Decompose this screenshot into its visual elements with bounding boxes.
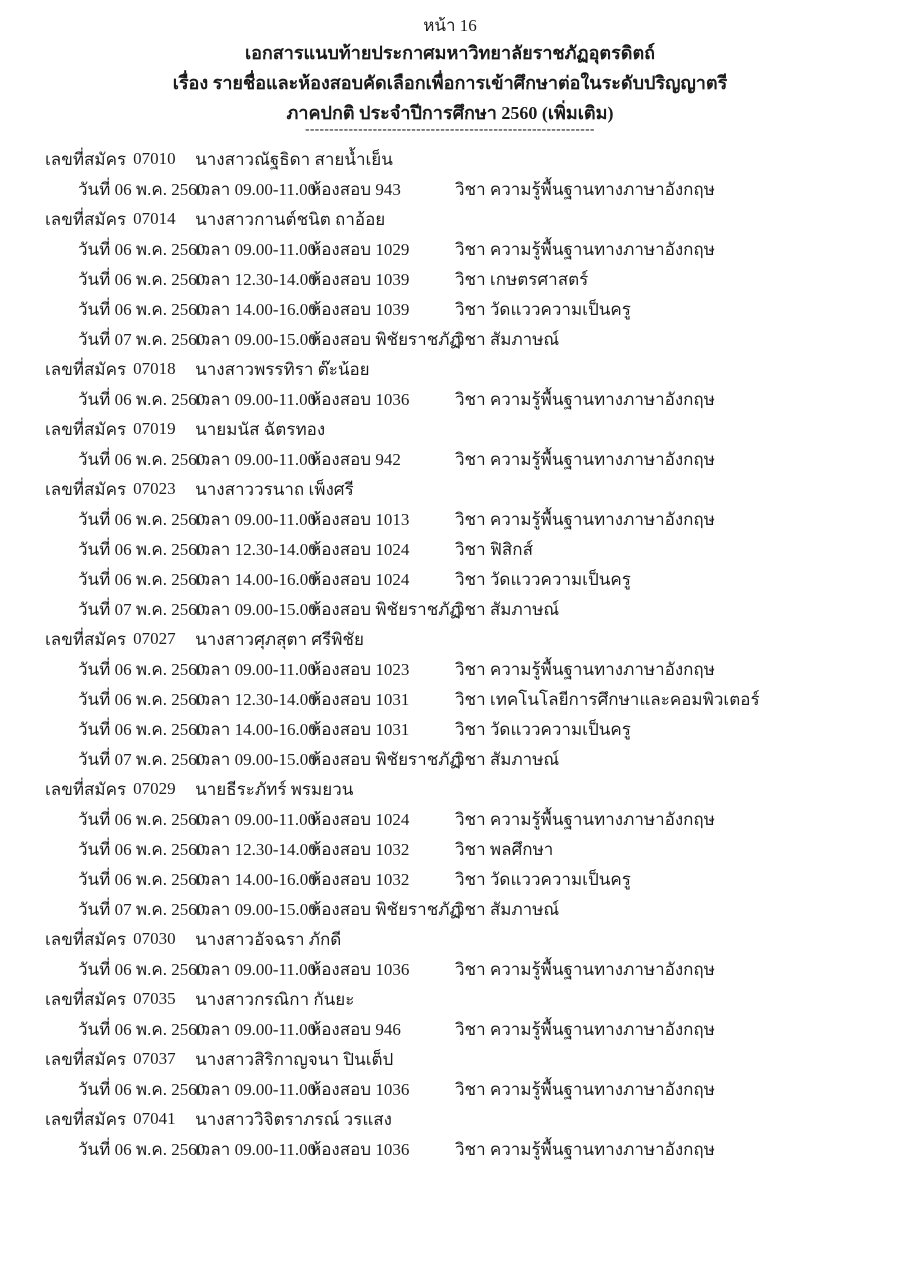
applicant-entry: [0, 774, 900, 924]
exam-line: [0, 744, 900, 774]
applicant-entry: [0, 984, 900, 1044]
exam-date: วันที่ 06 พ.ค. 2560: [78, 659, 206, 679]
exam-room: ห้องสอบ 1024: [310, 809, 410, 829]
applicant-header-line: [0, 1044, 900, 1074]
exam-date: วันที่ 06 พ.ค. 2560: [78, 389, 206, 409]
applicant-name: นางสาวสิริกาญจนา ปินเต็ป: [195, 1049, 394, 1069]
exam-date: วันที่ 06 พ.ค. 2560: [78, 719, 206, 739]
exam-line: [0, 654, 900, 684]
exam-line: [0, 714, 900, 744]
exam-line: [0, 234, 900, 264]
applicant-name: นายธีระภัทร์ พรมยวน: [195, 779, 354, 799]
exam-line: [0, 264, 900, 294]
exam-time: เวลา 09.00-11.00: [195, 1019, 317, 1039]
exam-line: [0, 894, 900, 924]
document-title: เอกสารแนบท้ายประกาศมหาวิทยาลัยราชภัฏอุตรดิตถ์: [244, 43, 656, 63]
applicant-no: 07019: [133, 419, 176, 438]
applicant-no-label: เลขที่สมัคร: [45, 989, 127, 1009]
exam-room: ห้องสอบ 1023: [310, 659, 410, 679]
applicant-entry: [0, 624, 900, 774]
applicant-no: 07041: [133, 1109, 176, 1128]
exam-date: วันที่ 06 พ.ค. 2560: [78, 509, 206, 529]
exam-time: เวลา 09.00-11.00: [195, 959, 317, 979]
page-number: หน้า 16: [423, 16, 477, 35]
exam-room: ห้องสอบ 1032: [310, 839, 410, 859]
applicant-no-label: เลขที่สมัคร: [45, 149, 127, 169]
exam-room: ห้องสอบ พิชัยราชภัฏ: [310, 599, 461, 619]
exam-subject: วิชา สัมภาษณ์: [455, 599, 560, 619]
exam-line: [0, 684, 900, 714]
exam-room: ห้องสอบ 1036: [310, 1079, 410, 1099]
exam-room: ห้องสอบ 1024: [310, 569, 410, 589]
dashed-divider: ------------------------------------------------------------: [305, 124, 595, 134]
applicant-name: นางสาวกรณิกา กันยะ: [195, 989, 355, 1009]
exam-date: วันที่ 06 พ.ค. 2560: [78, 569, 206, 589]
exam-room: ห้องสอบ พิชัยราชภัฏ: [310, 749, 461, 769]
exam-line: [0, 834, 900, 864]
applicant-name: นางสาวณัฐธิดา สายน้ำเย็น: [195, 149, 393, 169]
exam-subject: วิชา วัดแววความเป็นครู: [455, 719, 631, 739]
exam-room: ห้องสอบ 943: [310, 179, 401, 199]
exam-line: [0, 804, 900, 834]
exam-subject: วิชา ความรู้พื้นฐานทางภาษาอังกฤษ: [455, 1019, 715, 1039]
applicant-list: [0, 144, 900, 1164]
exam-time: เวลา 09.00-11.00: [195, 1079, 317, 1099]
document-subject: เรื่อง รายชื่อและห้องสอบคัดเลือกเพื่อการเข้าศึกษาต่อในระดับปริญญาตรี: [172, 73, 728, 93]
exam-subject: วิชา พลศึกษา: [455, 839, 554, 859]
exam-date: วันที่ 06 พ.ค. 2560: [78, 269, 206, 289]
exam-subject: วิชา วัดแววความเป็นครู: [455, 299, 631, 319]
exam-time: เวลา 14.00-16.00: [195, 569, 317, 589]
document-term: ภาคปกติ ประจำปีการศึกษา 2560 (เพิ่มเติม): [286, 103, 614, 123]
exam-room: ห้องสอบ 1013: [310, 509, 410, 529]
applicant-header-line: [0, 924, 900, 954]
exam-line: [0, 294, 900, 324]
exam-date: วันที่ 06 พ.ค. 2560: [78, 1139, 206, 1159]
exam-date: วันที่ 07 พ.ค. 2560: [78, 329, 206, 349]
exam-line: [0, 1014, 900, 1044]
exam-line: [0, 174, 900, 204]
applicant-no-label: เลขที่สมัคร: [45, 929, 127, 949]
exam-time: เวลา 09.00-15.00: [195, 899, 317, 919]
exam-time: เวลา 09.00-11.00: [195, 449, 317, 469]
exam-subject: วิชา ความรู้พื้นฐานทางภาษาอังกฤษ: [455, 509, 715, 529]
exam-subject: วิชา วัดแววความเป็นครู: [455, 569, 631, 589]
exam-time: เวลา 09.00-11.00: [195, 509, 317, 529]
exam-date: วันที่ 06 พ.ค. 2560: [78, 299, 206, 319]
exam-subject: วิชา สัมภาษณ์: [455, 899, 560, 919]
exam-subject: วิชา เกษตรศาสตร์: [455, 269, 589, 289]
exam-room: ห้องสอบ 946: [310, 1019, 401, 1039]
applicant-no-label: เลขที่สมัคร: [45, 629, 127, 649]
applicant-entry: [0, 204, 900, 354]
exam-subject: วิชา ความรู้พื้นฐานทางภาษาอังกฤษ: [455, 179, 715, 199]
exam-line: [0, 954, 900, 984]
exam-time: เวลา 14.00-16.00: [195, 719, 317, 739]
applicant-no: 07037: [133, 1049, 176, 1068]
exam-line: [0, 444, 900, 474]
exam-subject: วิชา เทคโนโลยีการศึกษาและคอมพิวเตอร์: [455, 689, 760, 709]
applicant-entry: [0, 474, 900, 624]
applicant-header-line: [0, 774, 900, 804]
exam-date: วันที่ 07 พ.ค. 2560: [78, 749, 206, 769]
applicant-name: นางสาววรนาถ เพ็งศรี: [195, 479, 354, 499]
exam-line: [0, 1074, 900, 1104]
exam-time: เวลา 12.30-14.00: [195, 539, 317, 559]
applicant-no: 07029: [133, 779, 176, 798]
exam-time: เวลา 09.00-11.00: [195, 239, 317, 259]
exam-subject: วิชา ความรู้พื้นฐานทางภาษาอังกฤษ: [455, 809, 715, 829]
exam-line: [0, 864, 900, 894]
applicant-no: 07027: [133, 629, 176, 648]
exam-date: วันที่ 07 พ.ค. 2560: [78, 899, 206, 919]
exam-date: วันที่ 06 พ.ค. 2560: [78, 449, 206, 469]
exam-time: เวลา 09.00-11.00: [195, 1139, 317, 1159]
applicant-no: 07035: [133, 989, 176, 1008]
exam-line: [0, 1134, 900, 1164]
applicant-no: 07010: [133, 149, 176, 168]
applicant-header-line: [0, 984, 900, 1014]
exam-date: วันที่ 06 พ.ค. 2560: [78, 179, 206, 199]
exam-date: วันที่ 07 พ.ค. 2560: [78, 599, 206, 619]
exam-subject: วิชา ความรู้พื้นฐานทางภาษาอังกฤษ: [455, 449, 715, 469]
exam-time: เวลา 09.00-11.00: [195, 389, 317, 409]
exam-subject: วิชา ความรู้พื้นฐานทางภาษาอังกฤษ: [455, 659, 715, 679]
exam-time: เวลา 09.00-11.00: [195, 809, 317, 829]
exam-room: ห้องสอบ พิชัยราชภัฏ: [310, 899, 461, 919]
applicant-entry: [0, 1104, 900, 1164]
exam-subject: วิชา สัมภาษณ์: [455, 749, 560, 769]
applicant-no-label: เลขที่สมัคร: [45, 779, 127, 799]
applicant-entry: [0, 1044, 900, 1104]
applicant-no: 07014: [133, 209, 176, 228]
applicant-no: 07030: [133, 929, 176, 948]
exam-date: วันที่ 06 พ.ค. 2560: [78, 1079, 206, 1099]
exam-room: ห้องสอบ 1032: [310, 869, 410, 889]
exam-date: วันที่ 06 พ.ค. 2560: [78, 689, 206, 709]
exam-date: วันที่ 06 พ.ค. 2560: [78, 959, 206, 979]
exam-line: [0, 384, 900, 414]
exam-room: ห้องสอบ 1036: [310, 1139, 410, 1159]
exam-line: [0, 534, 900, 564]
applicant-header-line: [0, 624, 900, 654]
applicant-header-line: [0, 1104, 900, 1134]
exam-subject: วิชา ความรู้พื้นฐานทางภาษาอังกฤษ: [455, 389, 715, 409]
applicant-no-label: เลขที่สมัคร: [45, 479, 127, 499]
applicant-name: นางสาวศุภสุตา ศรีพิชัย: [195, 629, 364, 649]
exam-room: ห้องสอบ 942: [310, 449, 401, 469]
exam-date: วันที่ 06 พ.ค. 2560: [78, 839, 206, 859]
exam-line: [0, 594, 900, 624]
exam-subject: วิชา ความรู้พื้นฐานทางภาษาอังกฤษ: [455, 959, 715, 979]
applicant-entry: [0, 354, 900, 414]
document-header: [0, 0, 900, 134]
exam-room: ห้องสอบ 1039: [310, 299, 410, 319]
exam-date: วันที่ 06 พ.ค. 2560: [78, 1019, 206, 1039]
exam-time: เวลา 09.00-15.00: [195, 599, 317, 619]
exam-room: ห้องสอบ 1036: [310, 389, 410, 409]
exam-subject: วิชา วัดแววความเป็นครู: [455, 869, 631, 889]
exam-room: ห้องสอบ พิชัยราชภัฏ: [310, 329, 461, 349]
exam-room: ห้องสอบ 1036: [310, 959, 410, 979]
exam-subject: วิชา ความรู้พื้นฐานทางภาษาอังกฤษ: [455, 1139, 715, 1159]
exam-time: เวลา 14.00-16.00: [195, 299, 317, 319]
applicant-header-line: [0, 354, 900, 384]
exam-room: ห้องสอบ 1024: [310, 539, 410, 559]
applicant-no-label: เลขที่สมัคร: [45, 1049, 127, 1069]
exam-time: เวลา 09.00-15.00: [195, 749, 317, 769]
applicant-header-line: [0, 474, 900, 504]
exam-subject: วิชา ฟิสิกส์: [455, 539, 533, 559]
applicant-name: นายมนัส ฉัตรทอง: [195, 419, 326, 439]
applicant-header-line: [0, 144, 900, 174]
applicant-no-label: เลขที่สมัคร: [45, 359, 127, 379]
applicant-name: นางสาวกานต์ชนิต ถาอ้อย: [195, 209, 386, 229]
applicant-no-label: เลขที่สมัคร: [45, 209, 127, 229]
applicant-header-line: [0, 414, 900, 444]
exam-room: ห้องสอบ 1031: [310, 689, 410, 709]
exam-date: วันที่ 06 พ.ค. 2560: [78, 809, 206, 829]
exam-date: วันที่ 06 พ.ค. 2560: [78, 869, 206, 889]
exam-room: ห้องสอบ 1031: [310, 719, 410, 739]
exam-line: [0, 564, 900, 594]
exam-subject: วิชา ความรู้พื้นฐานทางภาษาอังกฤษ: [455, 1079, 715, 1099]
exam-time: เวลา 14.00-16.00: [195, 869, 317, 889]
applicant-no: 07023: [133, 479, 176, 498]
applicant-name: นางสาวพรรทิรา ต๊ะน้อย: [195, 359, 370, 379]
applicant-name: นางสาวอัจฉรา ภักดี: [195, 929, 342, 949]
exam-room: ห้องสอบ 1029: [310, 239, 410, 259]
applicant-entry: [0, 414, 900, 474]
exam-date: วันที่ 06 พ.ค. 2560: [78, 239, 206, 259]
exam-date: วันที่ 06 พ.ค. 2560: [78, 539, 206, 559]
applicant-no-label: เลขที่สมัคร: [45, 419, 127, 439]
applicant-no-label: เลขที่สมัคร: [45, 1109, 127, 1129]
applicant-entry: [0, 924, 900, 984]
exam-time: เวลา 12.30-14.00: [195, 839, 317, 859]
exam-subject: วิชา ความรู้พื้นฐานทางภาษาอังกฤษ: [455, 239, 715, 259]
applicant-entry: [0, 144, 900, 204]
exam-time: เวลา 09.00-11.00: [195, 179, 317, 199]
exam-time: เวลา 12.30-14.00: [195, 689, 317, 709]
exam-room: ห้องสอบ 1039: [310, 269, 410, 289]
applicant-no: 07018: [133, 359, 176, 378]
exam-time: เวลา 09.00-15.00: [195, 329, 317, 349]
exam-line: [0, 504, 900, 534]
exam-time: เวลา 09.00-11.00: [195, 659, 317, 679]
applicant-header-line: [0, 204, 900, 234]
applicant-name: นางสาววิจิตราภรณ์ วรแสง: [195, 1109, 392, 1129]
exam-line: [0, 324, 900, 354]
exam-subject: วิชา สัมภาษณ์: [455, 329, 560, 349]
exam-time: เวลา 12.30-14.00: [195, 269, 317, 289]
